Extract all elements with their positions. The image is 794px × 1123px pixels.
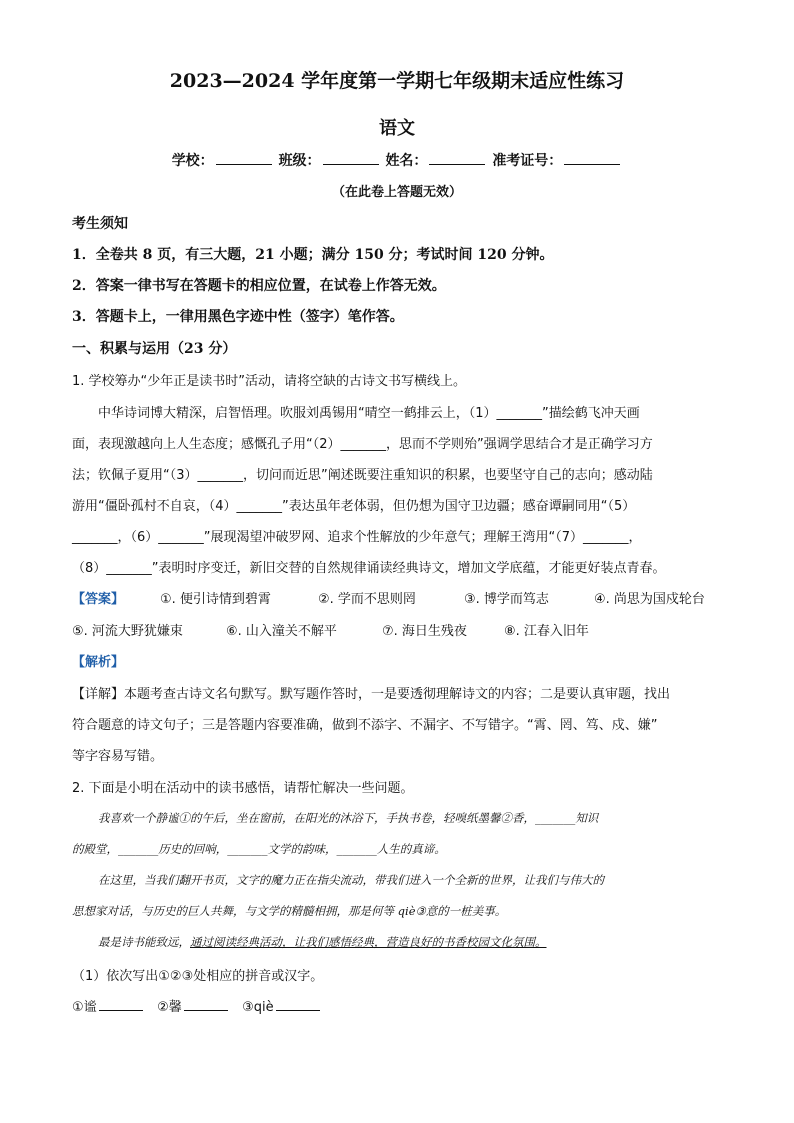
answer-item: ⑦. 海日生残夜 — [382, 624, 467, 639]
notice-item-2: 2．答案一律书写在答题卡的相应位置，在试卷上作答无效。 — [72, 278, 446, 294]
notice-item-3: 3．答题卡上，一律用黑色字迹中性（签字）笔作答。 — [72, 309, 404, 325]
sub1-item-1: ①谧 — [72, 1000, 97, 1015]
name-label: 姓名： — [385, 153, 428, 169]
detail-line-2: 符合题意的诗文句子；三是答题内容要准确，做到不添字、不漏字、不写错字。“霄、罔、笃、戍、嫌” — [72, 718, 658, 733]
answer-item: ②. 学而不思则罔 — [318, 592, 416, 607]
analysis-tag: 【解析】 — [72, 655, 125, 670]
invalid-note: （在此卷上答题无效） — [331, 185, 462, 200]
answer-item: ③. 博学而笃志 — [464, 592, 549, 607]
q2-passage-line-4: 思想家对话，与历史的巨人共舞，与文学的精髓相拥，那是何等 qiè③意的一桩美事。 — [72, 904, 507, 918]
page-title: 2023—2024 学年度第一学期七年级期末适应性练习 — [169, 70, 625, 92]
sub1-item-2: ②馨 — [157, 1000, 182, 1015]
q2-passage-line-3: 在这里，当我们翻开书页，文字的魔力正在指尖流动，带我们进入一个全新的世界，让我们与伟大的 — [98, 873, 604, 887]
notice-heading: 考生须知 — [72, 216, 128, 232]
q2-passage-line-5 — [98, 934, 547, 950]
answer-item: ⑥. 山入潼关不解平 — [226, 624, 337, 639]
q1-line-2: 面，表现激越向上人生态度；感慨孔子用“（2）_______，思而不学则殆”强调学思结合才是正确学习方 — [72, 437, 653, 452]
name-blank[interactable] — [429, 150, 485, 165]
passage-underlined-sentence: 通过阅读经典活动，让我们感悟经典，营造良好的书香校园文化氛围。 — [190, 935, 547, 949]
q1-line-4: 游用“僵卧孤村不自哀，（4）_______”表达虽年老体弱，但仍想为国守卫边疆；感奋谭嗣同用“（5） — [72, 499, 636, 514]
answer-item: ⑤. 河流大野犹嫌束 — [72, 624, 183, 639]
q1-stem: 1. 学校筹办“少年正是读书时”活动，请将空缺的古诗文书写横线上。 — [72, 374, 467, 389]
sub1-item-3: ③qiè — [242, 1000, 274, 1015]
exam-id-label: 准考证号： — [492, 153, 563, 169]
q2-passage-line-2: 的殿堂，_______历史的回响，_______文学的韵味，_______人生的真谛。 — [72, 842, 446, 856]
detail-line-3: 等字容易写错。 — [72, 749, 164, 764]
school-blank[interactable] — [216, 150, 272, 165]
class-label: 班级： — [278, 153, 321, 169]
class-blank[interactable] — [323, 150, 379, 165]
q1-line-5: _______，（6）_______”展现渴望冲破罗网、追求个性解放的少年意气；理解王湾用“（7）_______， — [72, 530, 642, 545]
answer-item: ①. 便引诗情到碧霄 — [160, 592, 271, 607]
answer-tag: 【答案】 — [72, 592, 125, 607]
q2-passage-line-1: 我喜欢一个静谧①的午后，坐在窗前，在阳光的沐浴下，手执书卷，轻嗅纸墨馨②香，_______知识 — [98, 811, 599, 825]
sub1-blank-3[interactable] — [276, 996, 320, 1011]
q1-line-6: （8）_______”表明时序变迁，新旧交替的自然规律诵读经典诗文，增加文学底蕴，才能更好装点青春。 — [72, 561, 666, 576]
q1-line-1: 中华诗词博大精深，启智悟理。吹服刘禹锡用“晴空一鹤排云上，（1）_______”描绘鹤飞冲天画 — [98, 406, 640, 421]
passage-lead: 最是诗书能致远， — [98, 935, 190, 949]
answer-item: ④. 尚思为国戍轮台 — [594, 592, 705, 607]
q2-sub1-items — [72, 996, 322, 1015]
q1-line-3: 法；钦佩子夏用“（3）_______，切问而近思”阐述既要注重知识的积累，也要坚守自己的志向；感动陆 — [72, 468, 653, 483]
notice-item-1: 1．全卷共 8 页，有三大题，21 小题；满分 150 分；考试时间 120 分钟。 — [72, 247, 554, 263]
subject-title: 语文 — [379, 118, 415, 139]
sub1-blank-2[interactable] — [184, 996, 228, 1011]
detail-line-1: 【详解】本题考查古诗文名句默写。默写题作答时，一是要透彻理解诗文的内容；二是要认真审题，找出 — [72, 687, 671, 702]
exam-id-blank[interactable] — [564, 150, 620, 165]
q2-sub1: （1）依次写出①②③处相应的拼音或汉字。 — [72, 969, 324, 984]
sub1-blank-1[interactable] — [99, 996, 143, 1011]
q2-stem: 2. 下面是小明在活动中的读书感悟，请帮忙解决一些问题。 — [72, 781, 414, 796]
student-info-line — [0, 150, 794, 170]
section-heading: 一、积累与运用（23 分） — [72, 341, 237, 357]
school-label: 学校： — [171, 153, 214, 169]
answer-item: ⑧. 江春入旧年 — [504, 624, 589, 639]
